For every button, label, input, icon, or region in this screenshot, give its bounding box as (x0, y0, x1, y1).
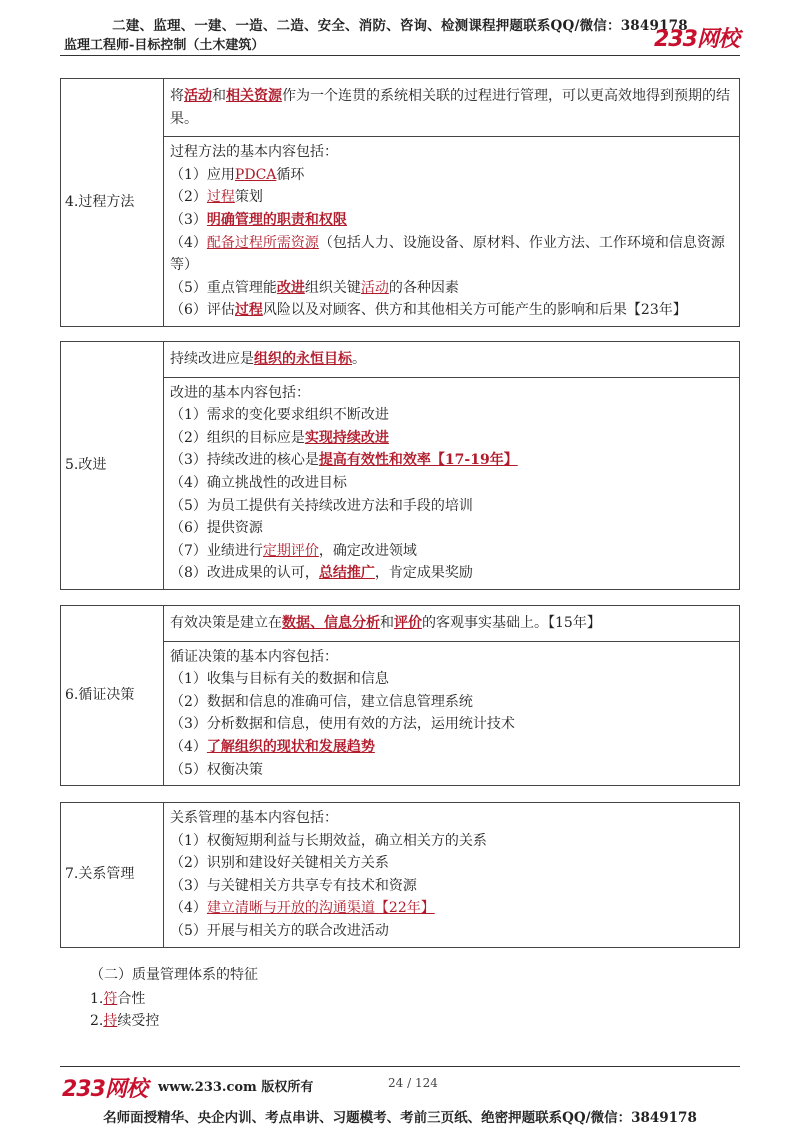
text-segment: （6）评估 (170, 302, 235, 319)
text-segment: （2）数据和信息的准确可信，建立信息管理系统 (170, 693, 473, 710)
text-segment: （5）开展与相关方的联合改进活动 (170, 922, 389, 939)
principle-definition (164, 606, 740, 642)
header-promo-line: 二建、监理、一建、一造、二造、安全、消防、咨询、检测课程押题联系QQ/微信：3849178 (112, 18, 688, 34)
text-segment: 的各种因素 (388, 279, 459, 296)
list-item (170, 186, 731, 209)
text-segment: （2）识别和建设好关键相关方关系 (170, 855, 389, 872)
document-subtitle: 监理工程师-目标控制（土木建筑） (64, 38, 265, 53)
highlight-text: 持 (103, 1013, 118, 1029)
highlight-text: 过程 (206, 189, 235, 206)
text-segment: （5）为员工提供有关持续改进方法和手段的培训 (170, 497, 473, 514)
list-item (170, 646, 731, 669)
highlight-text: 数据、信息分析 (282, 615, 380, 631)
highlight-text: 活动 (360, 279, 389, 296)
principle-definition (164, 79, 740, 137)
highlight-text: 改进 (276, 279, 305, 296)
text-segment: ，确定改进领域 (318, 542, 417, 559)
text-segment: 循环 (276, 166, 305, 183)
principle-table-6 (60, 605, 740, 786)
highlight-text: 活动 (184, 88, 212, 104)
list-item (170, 277, 731, 300)
text-segment: 风险以及对顾客、供方和其他相关方可能产生的影响和后果【23年】 (262, 302, 687, 319)
text-segment: 关系管理的基本内容包括： (170, 810, 338, 826)
text-segment: 作为一个连贯的系统相关联的过程进行管理，可以更高效地得到预期的结果。 (170, 88, 730, 127)
principle-content-list (164, 377, 740, 589)
text-segment: 过程方法的基本内容包括： (170, 144, 338, 161)
highlight-text: 相关资源 (226, 88, 282, 104)
highlight-text: 建立清晰与开放的沟通渠道【22年】 (206, 900, 435, 917)
text-segment: （4） (170, 900, 207, 917)
list-item (170, 807, 731, 830)
text-segment: （6）提供资源 (170, 520, 263, 537)
principle-table-4 (60, 78, 740, 327)
list-item (170, 897, 731, 920)
text-segment: （4） (170, 234, 207, 251)
text-segment: （4）确立挑战性的改进目标 (170, 474, 347, 491)
list-item (170, 562, 731, 585)
text-segment: 合性 (117, 991, 146, 1007)
section-heading: （二）质量管理体系的特征 (90, 967, 258, 983)
list-item (170, 668, 731, 691)
text-segment: （7）业绩进行 (170, 542, 263, 559)
text-segment: （3）分析数据和信息，使用有效的方法，运用统计技术 (170, 716, 515, 733)
footer-promo-line: 名师面授精华、央企内训、考点串讲、习题模考、考前三页纸、绝密押题联系QQ/微信：3849178 (103, 1110, 697, 1126)
list-item (170, 920, 731, 943)
list-item (170, 141, 731, 164)
text-segment: （1）权衡短期利益与长期效益，确立相关方的关系 (170, 832, 487, 849)
highlight-text: 过程 (234, 302, 263, 319)
principle-name: 6.循证决策 (61, 606, 164, 786)
text-segment: 1. (90, 991, 104, 1007)
list-item (170, 517, 731, 540)
text-segment: 循证决策的基本内容包括： (170, 648, 338, 665)
text-segment: （3）与关键相关方共享专有技术和资源 (170, 877, 417, 894)
highlight-text: 实现持续改进 (304, 429, 389, 446)
principle-definition (164, 342, 740, 378)
text-segment: （1）需求的变化要求组织不断改进 (170, 407, 389, 424)
text-segment: 的客观事实基础上。【15年】 (422, 615, 601, 631)
text-segment: （包括人力、设施设备、原材料、作业方法、工作环境和信息资源等） (170, 234, 725, 274)
text-segment: （8）改进成果的认可， (170, 565, 319, 582)
text-segment: 持续改进应是 (170, 351, 254, 367)
text-segment: （1）收集与目标有关的数据和信息 (170, 671, 389, 688)
text-segment: 将 (170, 88, 184, 104)
footer-divider (60, 1066, 740, 1067)
highlight-text: 配备过程所需资源 (206, 234, 319, 251)
text-segment: 和 (212, 88, 226, 104)
list-item (170, 209, 731, 232)
principle-name: 4.过程方法 (61, 79, 164, 327)
text-segment: （2） (170, 189, 207, 206)
text-segment: （3） (170, 211, 207, 228)
principle-content-list (164, 641, 740, 786)
list-item (170, 759, 731, 782)
list-item (170, 232, 731, 277)
list-item (170, 540, 731, 563)
list-item (170, 852, 731, 875)
text-segment: （4） (170, 738, 207, 755)
principle-name: 7.关系管理 (61, 803, 164, 948)
footer-logo: 233网校 (62, 1077, 147, 1102)
list-item (170, 736, 731, 759)
highlight-text: 评价 (394, 615, 422, 631)
text-segment: （3）持续改进的核心是 (170, 452, 319, 469)
header-divider (60, 55, 740, 56)
list-item (170, 404, 731, 427)
list-item (170, 449, 731, 472)
text-segment: （5）权衡决策 (170, 761, 263, 778)
highlight-text: 总结推广 (318, 565, 375, 582)
principle-table-5 (60, 341, 740, 590)
text-segment: 2. (90, 1013, 104, 1029)
principle-name: 5.改进 (61, 342, 164, 590)
principle-table-7 (60, 802, 740, 948)
text-segment: （5）重点管理能 (170, 279, 277, 296)
brand-logo: 233网校 (654, 27, 739, 52)
list-item (170, 427, 731, 450)
highlight-text: 提高有效性和效率【17-19年】 (318, 452, 518, 469)
page-number: 24 / 124 (388, 1076, 438, 1090)
highlight-text: 明确管理的职责和权限 (206, 211, 347, 228)
section-item-1 (90, 988, 145, 1008)
list-item (170, 495, 731, 518)
highlight-text: 组织的永恒目标 (254, 351, 352, 367)
highlight-text: 定期评价 (262, 542, 319, 559)
list-item (170, 382, 731, 405)
text-segment: ，肯定成果奖励 (374, 565, 473, 582)
principle-content-list (164, 803, 740, 948)
text-segment: 有效决策是建立在 (170, 615, 282, 631)
list-item (170, 164, 731, 187)
text-segment: 策划 (234, 189, 263, 206)
highlight-text: PDCA (234, 166, 277, 183)
list-item (170, 830, 731, 853)
text-segment: （2）组织的目标应是 (170, 429, 305, 446)
principle-content-list (164, 137, 740, 327)
footer-copyright: www.233.com 版权所有 (158, 1080, 314, 1095)
text-segment: 和 (380, 615, 394, 631)
text-segment: （1）应用 (170, 166, 235, 183)
list-item (170, 713, 731, 736)
text-segment: 续受控 (117, 1013, 160, 1029)
text-segment: 改进的基本内容包括： (170, 384, 310, 401)
text-segment: 。 (352, 351, 366, 367)
list-item (170, 875, 731, 898)
list-item (170, 472, 731, 495)
text-segment: 组织关键 (304, 279, 361, 296)
highlight-text: 了解组织的现状和发展趋势 (206, 738, 375, 755)
highlight-text: 符 (103, 991, 118, 1007)
list-item (170, 691, 731, 714)
list-item (170, 299, 731, 322)
section-item-2 (90, 1010, 159, 1030)
